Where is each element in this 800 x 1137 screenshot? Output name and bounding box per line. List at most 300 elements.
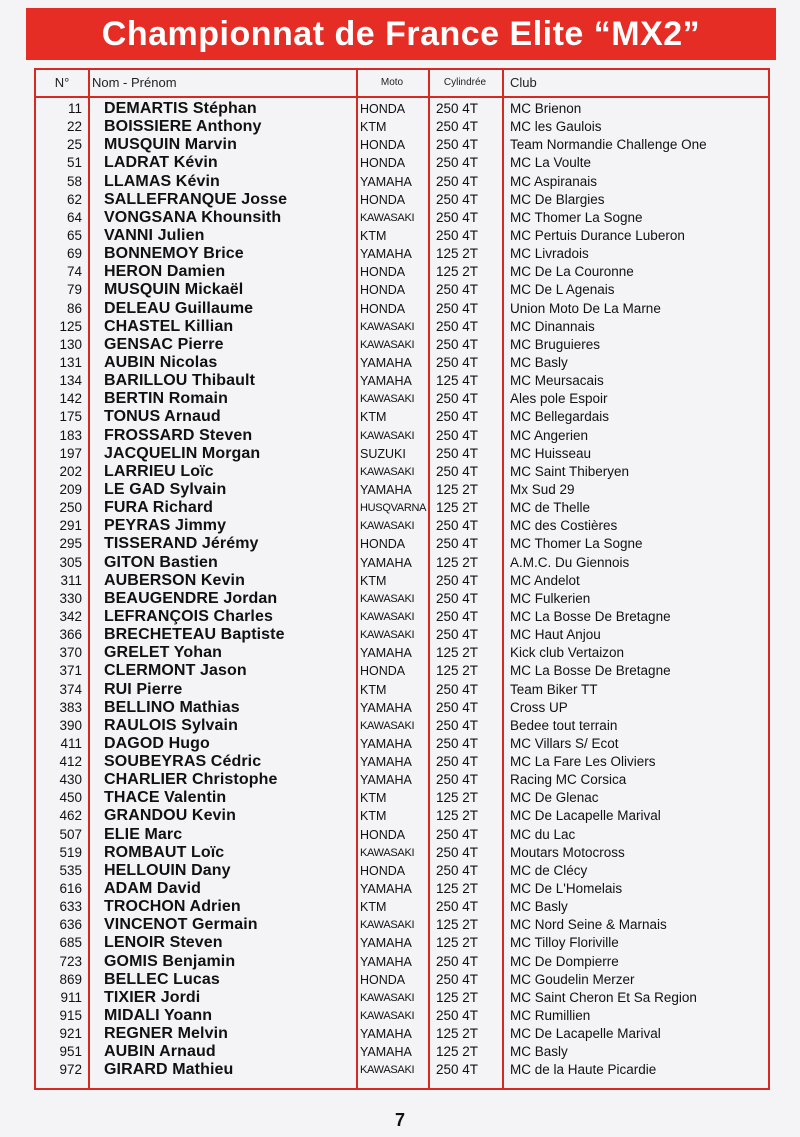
club-name: MC de Thelle — [510, 500, 591, 516]
table-row — [36, 427, 768, 445]
motorcycle-brand: KTM — [360, 410, 387, 425]
table-row — [36, 608, 768, 626]
rider-name: PEYRAS Jimmy — [104, 517, 227, 535]
table-row — [36, 826, 768, 844]
rider-number: 25 — [66, 137, 82, 153]
club-name: MC Andelot — [510, 572, 580, 588]
rider-number: 62 — [66, 191, 82, 207]
engine-capacity: 250 4T — [436, 191, 479, 207]
rider-number: 430 — [59, 772, 82, 788]
motorcycle-brand: KAWASAKI — [360, 1064, 415, 1077]
club-name: MC Saint Thiberyen — [510, 463, 630, 479]
engine-capacity: 250 4T — [436, 227, 479, 243]
rider-number: 51 — [66, 155, 82, 171]
rider-number: 869 — [59, 971, 82, 987]
rider-name: SALLEFRANQUE Josse — [104, 190, 288, 208]
motorcycle-brand: YAMAHA — [360, 355, 412, 370]
header-name: Nom - Prénom — [92, 75, 177, 90]
engine-capacity: 250 4T — [436, 772, 479, 788]
table-row — [36, 517, 768, 535]
club-name: Union Moto De La Marne — [510, 300, 661, 316]
engine-capacity: 250 4T — [436, 572, 479, 588]
club-name: MC Thomer La Sogne — [510, 536, 643, 552]
rider-name: LEFRANÇOIS Charles — [104, 607, 273, 625]
rider-name: GRANDOU Kevin — [104, 807, 236, 825]
table-row — [36, 989, 768, 1007]
motorcycle-brand: HUSQVARNA — [360, 502, 427, 515]
rider-name: JACQUELIN Morgan — [104, 444, 261, 462]
club-name: Team Biker TT — [510, 681, 598, 697]
motorcycle-brand: KTM — [360, 120, 387, 135]
motorcycle-brand: YAMAHA — [360, 646, 412, 661]
rider-name: VANNI Julien — [104, 226, 205, 244]
table-row — [36, 1025, 768, 1043]
motorcycle-brand: KTM — [360, 900, 387, 915]
motorcycle-brand: HONDA — [360, 283, 406, 298]
club-name: MC Saint Cheron Et Sa Region — [510, 989, 697, 1005]
club-name: MC du Lac — [510, 826, 576, 842]
club-name: MC La Fare Les Oliviers — [510, 754, 656, 770]
rider-name: GOMIS Benjamin — [104, 952, 236, 970]
engine-capacity: 250 4T — [436, 627, 479, 643]
club-name: MC de Clécy — [510, 862, 588, 878]
engine-capacity: 125 2T — [436, 989, 479, 1005]
club-name: MC Rumillien — [510, 1008, 591, 1024]
motorcycle-brand: HONDA — [360, 138, 406, 153]
motorcycle-brand: YAMAHA — [360, 773, 412, 788]
entry-list-table — [34, 68, 770, 1090]
table-row — [36, 880, 768, 898]
rider-number: 142 — [59, 391, 82, 407]
rider-number: 131 — [59, 354, 82, 370]
motorcycle-brand: KTM — [360, 573, 387, 588]
motorcycle-brand: KTM — [360, 682, 387, 697]
club-name: MC De Glenac — [510, 790, 599, 806]
engine-capacity: 125 2T — [436, 246, 479, 262]
engine-capacity: 250 4T — [436, 899, 479, 915]
club-name: MC Tilloy Floriville — [510, 935, 619, 951]
header-num: N° — [54, 75, 70, 90]
rider-number: 64 — [66, 209, 82, 225]
club-name: MC Goudelin Merzer — [510, 971, 635, 987]
table-row — [36, 136, 768, 154]
motorcycle-brand: YAMAHA — [360, 755, 412, 770]
engine-capacity: 250 4T — [436, 1062, 479, 1078]
club-name: Mx Sud 29 — [510, 481, 575, 497]
rider-name: BRECHETEAU Baptiste — [104, 626, 285, 644]
rider-name: LLAMAS Kévin — [104, 172, 220, 190]
engine-capacity: 250 4T — [436, 119, 479, 135]
table-body — [36, 100, 768, 1080]
header-cylinder: Cylindrée — [443, 77, 487, 88]
rider-name: BEAUGENDRE Jordan — [104, 589, 278, 607]
table-row — [36, 789, 768, 807]
motorcycle-brand: SUZUKI — [360, 446, 406, 461]
table-row — [36, 953, 768, 971]
club-name: MC Thomer La Sogne — [510, 209, 643, 225]
club-name: MC De Blargies — [510, 191, 605, 207]
club-name: MC La Bosse De Bretagne — [510, 608, 671, 624]
club-name: MC Pertuis Durance Luberon — [510, 227, 685, 243]
engine-capacity: 125 2T — [436, 1026, 479, 1042]
rider-number: 685 — [59, 935, 82, 951]
rider-name: GIRARD Mathieu — [104, 1061, 234, 1079]
rider-number: 462 — [59, 808, 82, 824]
header-moto: Moto — [380, 77, 404, 88]
table-row — [36, 154, 768, 172]
engine-capacity: 250 4T — [436, 354, 479, 370]
rider-name: CHARLIER Christophe — [104, 771, 278, 789]
table-row — [36, 408, 768, 426]
club-name: MC Haut Anjou — [510, 627, 601, 643]
table-row — [36, 445, 768, 463]
rider-name: FURA Richard — [104, 499, 214, 517]
motorcycle-brand: YAMAHA — [360, 954, 412, 969]
club-name: MC Basly — [510, 899, 568, 915]
club-name: MC Basly — [510, 1044, 568, 1060]
engine-capacity: 125 2T — [436, 917, 479, 933]
club-name: MC Livradois — [510, 246, 589, 262]
table-row — [36, 590, 768, 608]
club-name: MC La Bosse De Bretagne — [510, 663, 671, 679]
table-row — [36, 390, 768, 408]
rider-name: TISSERAND Jérémy — [104, 535, 259, 553]
rider-name: SOUBEYRAS Cédric — [104, 753, 262, 771]
engine-capacity: 125 2T — [436, 481, 479, 497]
table-row — [36, 336, 768, 354]
club-name: MC Bellegardais — [510, 409, 610, 425]
motorcycle-brand: KTM — [360, 809, 387, 824]
table-row — [36, 1043, 768, 1061]
table-row — [36, 263, 768, 281]
engine-capacity: 250 4T — [436, 844, 479, 860]
rider-name: MIDALI Yoann — [104, 1007, 213, 1025]
rider-number: 330 — [59, 590, 82, 606]
rider-name: BOISSIERE Anthony — [104, 118, 262, 136]
rider-name: BELLEC Lucas — [104, 970, 220, 988]
table-row — [36, 717, 768, 735]
rider-name: VONGSANA Khounsith — [104, 208, 282, 226]
engine-capacity: 250 4T — [436, 699, 479, 715]
club-name: Kick club Vertaizon — [510, 645, 625, 661]
rider-number: 74 — [66, 264, 82, 280]
engine-capacity: 250 4T — [436, 971, 479, 987]
engine-capacity: 250 4T — [436, 409, 479, 425]
engine-capacity: 250 4T — [436, 608, 479, 624]
motorcycle-brand: KAWASAKI — [360, 919, 415, 932]
page-number: 7 — [394, 1110, 405, 1130]
engine-capacity: 250 4T — [436, 1008, 479, 1024]
rider-name: GITON Bastien — [104, 553, 218, 571]
rider-number: 291 — [59, 518, 82, 534]
table-row — [36, 372, 768, 390]
rider-number: 130 — [59, 336, 82, 352]
club-name: MC Basly — [510, 354, 568, 370]
motorcycle-brand: KAWASAKI — [360, 719, 415, 732]
engine-capacity: 125 2T — [436, 935, 479, 951]
engine-capacity: 125 2T — [436, 264, 479, 280]
rider-name: REGNER Melvin — [104, 1025, 228, 1043]
rider-name: MUSQUIN Marvin — [104, 136, 237, 154]
engine-capacity: 250 4T — [436, 681, 479, 697]
rider-number: 295 — [59, 536, 82, 552]
motorcycle-brand: HONDA — [360, 265, 406, 280]
motorcycle-brand: HONDA — [360, 863, 406, 878]
rider-name: TIXIER Jordi — [104, 988, 201, 1006]
rider-number: 197 — [59, 445, 82, 461]
rider-number: 370 — [59, 645, 82, 661]
rider-number: 58 — [66, 173, 82, 189]
table-row — [36, 898, 768, 916]
rider-name: ELIE Marc — [104, 825, 183, 843]
motorcycle-brand: KAWASAKI — [360, 592, 415, 605]
club-name: Team Normandie Challenge One — [510, 137, 707, 153]
motorcycle-brand: YAMAHA — [360, 1027, 412, 1042]
rider-name: MUSQUIN Mickaël — [104, 281, 244, 299]
rider-name: TONUS Arnaud — [104, 408, 221, 426]
engine-capacity: 250 4T — [436, 445, 479, 461]
engine-capacity: 250 4T — [436, 463, 479, 479]
table-row — [36, 300, 768, 318]
rider-name: DAGOD Hugo — [104, 734, 210, 752]
rider-number: 342 — [59, 608, 82, 624]
engine-capacity: 125 2T — [436, 881, 479, 897]
motorcycle-brand: KAWASAKI — [360, 846, 415, 859]
engine-capacity: 125 4T — [436, 373, 479, 389]
motorcycle-brand: KAWASAKI — [360, 338, 415, 351]
engine-capacity: 125 2T — [436, 663, 479, 679]
engine-capacity: 125 2T — [436, 500, 479, 516]
rider-number: 125 — [59, 318, 82, 334]
motorcycle-brand: KAWASAKI — [360, 610, 415, 623]
rider-name: DELEAU Guillaume — [104, 299, 254, 317]
rider-number: 305 — [59, 554, 82, 570]
motorcycle-brand: KTM — [360, 791, 387, 806]
engine-capacity: 250 4T — [436, 536, 479, 552]
rider-name: RAULOIS Sylvain — [104, 716, 238, 734]
rider-name: THACE Valentin — [104, 789, 227, 807]
club-name: MC Meursacais — [510, 373, 604, 389]
rider-name: LENOIR Steven — [104, 934, 223, 952]
rider-number: 951 — [59, 1044, 82, 1060]
club-name: MC De L Agenais — [510, 282, 615, 298]
rider-name: CLERMONT Jason — [104, 662, 247, 680]
engine-capacity: 250 4T — [436, 173, 479, 189]
table-row — [36, 681, 768, 699]
rider-number: 535 — [59, 862, 82, 878]
engine-capacity: 125 2T — [436, 1044, 479, 1060]
motorcycle-brand: HONDA — [360, 664, 406, 679]
rider-number: 450 — [59, 790, 82, 806]
page-title: Championnat de France Elite “MX2” — [26, 8, 776, 60]
table-row — [36, 481, 768, 499]
engine-capacity: 250 4T — [436, 209, 479, 225]
rider-name: FROSSARD Steven — [104, 426, 253, 444]
rider-name: TROCHON Adrien — [104, 898, 241, 916]
rider-name: HELLOUIN Dany — [104, 861, 231, 879]
rider-number: 507 — [59, 826, 82, 842]
rider-number: 412 — [59, 754, 82, 770]
rider-name: CHASTEL Killian — [104, 317, 234, 335]
engine-capacity: 250 4T — [436, 953, 479, 969]
rider-number: 202 — [59, 463, 82, 479]
motorcycle-brand: KAWASAKI — [360, 629, 415, 642]
motorcycle-brand: HONDA — [360, 156, 406, 171]
engine-capacity: 250 4T — [436, 862, 479, 878]
rider-number: 921 — [59, 1026, 82, 1042]
rider-number: 183 — [59, 427, 82, 443]
engine-capacity: 250 4T — [436, 318, 479, 334]
motorcycle-brand: YAMAHA — [360, 174, 412, 189]
table-row — [36, 916, 768, 934]
table-row — [36, 844, 768, 862]
motorcycle-brand: KAWASAKI — [360, 520, 415, 533]
engine-capacity: 250 4T — [436, 427, 479, 443]
rider-name: VINCENOT Germain — [104, 916, 258, 934]
table-row — [36, 1007, 768, 1025]
rider-name: GRELET Yohan — [104, 644, 222, 662]
engine-capacity: 250 4T — [436, 282, 479, 298]
club-name: MC Brienon — [510, 101, 582, 116]
table-row — [36, 735, 768, 753]
table-row — [36, 662, 768, 680]
club-name: MC de la Haute Picardie — [510, 1062, 657, 1078]
rider-number: 636 — [59, 917, 82, 933]
header-club: Club — [510, 75, 537, 90]
rider-number: 915 — [59, 1008, 82, 1024]
club-name: MC Angerien — [510, 427, 589, 443]
club-name: MC Villars S/ Ecot — [510, 735, 619, 751]
rider-name: LADRAT Kévin — [104, 154, 218, 172]
rider-number: 383 — [59, 699, 82, 715]
motorcycle-brand: KAWASAKI — [360, 429, 415, 442]
rider-number: 209 — [59, 481, 82, 497]
rider-name: BELLINO Mathias — [104, 698, 240, 716]
motorcycle-brand: YAMAHA — [360, 936, 412, 951]
rider-number: 519 — [59, 844, 82, 860]
rider-number: 374 — [59, 681, 82, 697]
table-row — [36, 209, 768, 227]
motorcycle-brand: YAMAHA — [360, 374, 412, 389]
motorcycle-brand: YAMAHA — [360, 882, 412, 897]
rider-number: 134 — [59, 373, 82, 389]
table-row — [36, 354, 768, 372]
table-row — [36, 227, 768, 245]
table-row — [36, 100, 768, 118]
club-name: MC Huisseau — [510, 445, 592, 461]
club-name: MC les Gaulois — [510, 119, 602, 135]
rider-name: HERON Damien — [104, 263, 226, 281]
club-name: MC Dinannais — [510, 318, 595, 334]
rider-name: AUBIN Arnaud — [104, 1043, 216, 1061]
rider-name: BERTIN Romain — [104, 390, 228, 408]
motorcycle-brand: HONDA — [360, 192, 406, 207]
rider-number: 911 — [60, 989, 82, 1005]
table-row — [36, 971, 768, 989]
rider-number: 371 — [59, 663, 82, 679]
rider-number: 411 — [60, 735, 82, 751]
engine-capacity: 250 4T — [436, 155, 479, 171]
engine-capacity: 125 2T — [436, 645, 479, 661]
motorcycle-brand: YAMAHA — [360, 247, 412, 262]
rider-number: 616 — [59, 881, 82, 897]
club-name: MC des Costières — [510, 518, 618, 534]
engine-capacity: 125 2T — [436, 808, 479, 824]
table-row — [36, 572, 768, 590]
motorcycle-brand: HONDA — [360, 102, 406, 116]
engine-capacity: 250 4T — [436, 137, 479, 153]
rider-number: 22 — [66, 119, 82, 135]
table-row — [36, 699, 768, 717]
engine-capacity: 250 4T — [436, 300, 479, 316]
club-name: MC De La Couronne — [510, 264, 634, 280]
engine-capacity: 125 2T — [436, 554, 479, 570]
motorcycle-brand: HONDA — [360, 301, 406, 316]
rider-number: 972 — [59, 1062, 82, 1078]
motorcycle-brand: KAWASAKI — [360, 320, 415, 333]
motorcycle-brand: YAMAHA — [360, 555, 412, 570]
engine-capacity: 250 4T — [436, 590, 479, 606]
table-row — [36, 535, 768, 553]
rider-number: 390 — [59, 717, 82, 733]
rider-number: 11 — [67, 101, 82, 116]
motorcycle-brand: YAMAHA — [360, 700, 412, 715]
table-row — [36, 1061, 768, 1079]
engine-capacity: 250 4T — [436, 717, 479, 733]
club-name: MC De Lacapelle Marival — [510, 1026, 661, 1042]
rider-number: 79 — [66, 282, 82, 298]
rider-number: 633 — [59, 899, 82, 915]
motorcycle-brand: HONDA — [360, 537, 406, 552]
table-row — [36, 626, 768, 644]
table-row — [36, 753, 768, 771]
rider-number: 86 — [66, 300, 82, 316]
club-name: MC Fulkerien — [510, 590, 591, 606]
table-row — [36, 118, 768, 136]
motorcycle-brand: YAMAHA — [360, 482, 412, 497]
engine-capacity: 250 4T — [436, 101, 479, 116]
rider-number: 723 — [59, 953, 82, 969]
table-header — [36, 70, 768, 98]
rider-number: 250 — [59, 500, 82, 516]
rider-number: 65 — [66, 227, 82, 243]
table-row — [36, 173, 768, 191]
rider-number: 69 — [66, 246, 82, 262]
club-name: MC La Voulte — [510, 155, 592, 171]
club-name: MC Aspiranais — [510, 173, 598, 189]
rider-name: ADAM David — [104, 880, 202, 898]
engine-capacity: 250 4T — [436, 336, 479, 352]
rider-name: AUBERSON Kevin — [104, 571, 245, 589]
club-name: MC Bruguieres — [510, 336, 601, 352]
motorcycle-brand: HONDA — [360, 972, 406, 987]
club-name: MC De Lacapelle Marival — [510, 808, 661, 824]
table-row — [36, 245, 768, 263]
rider-name: ROMBAUT Loïc — [104, 843, 225, 861]
engine-capacity: 250 4T — [436, 518, 479, 534]
rider-name: BARILLOU Thibault — [104, 372, 256, 390]
table-row — [36, 318, 768, 336]
motorcycle-brand: KAWASAKI — [360, 991, 415, 1004]
engine-capacity: 250 4T — [436, 754, 479, 770]
motorcycle-brand: KAWASAKI — [360, 211, 415, 224]
motorcycle-brand: YAMAHA — [360, 736, 412, 751]
rider-number: 175 — [59, 409, 82, 425]
motorcycle-brand: KAWASAKI — [360, 465, 415, 478]
club-name: Bedee tout terrain — [510, 717, 618, 733]
rider-name: RUI Pierre — [104, 680, 183, 698]
table-row — [36, 644, 768, 662]
